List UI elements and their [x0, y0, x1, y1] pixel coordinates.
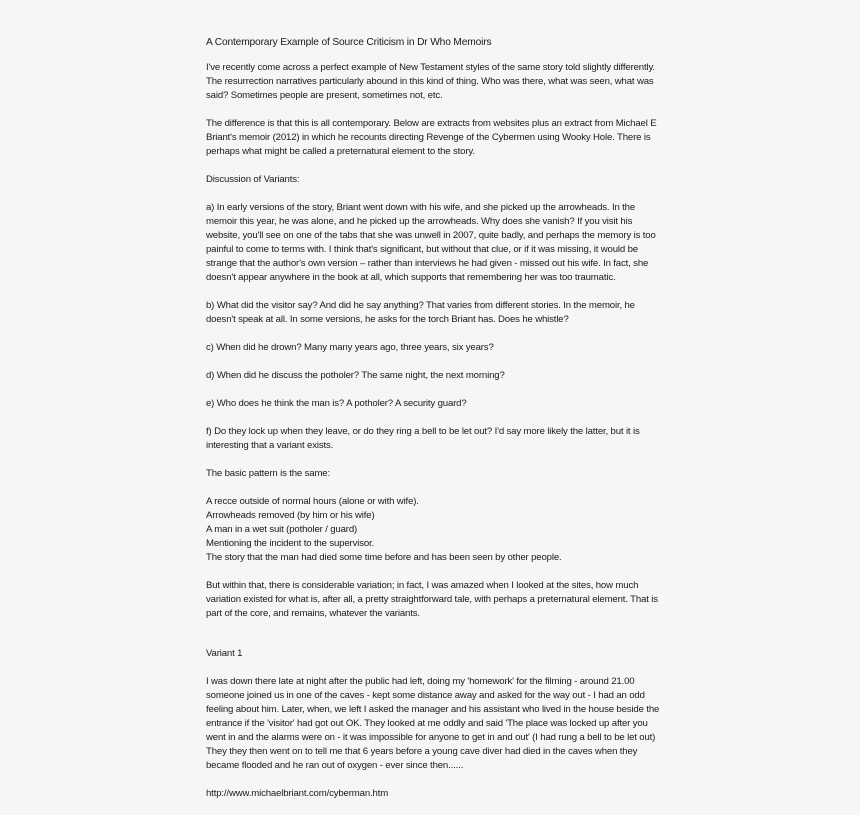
variation-paragraph: But within that, there is considerable variation; in fact, I was amazed when I looked at the sites, how much variation existed for what is, after all, a pretty straightforward tale, with perhaps a preternatural element. That is part of the core, and remains, whatever the variants. — [206, 580, 658, 619]
pattern-list — [206, 495, 666, 565]
intro-paragraph: The difference is that this is all contemporary. Below are extracts from websites plus an extract from Michael E Briant's memoir (2012) in which he recounts directing Revenge of the Cybermen using Wooky Hole. There is perhaps what might be called a preternatural element to the story. — [206, 118, 657, 157]
discussion-item-f: f) Do they lock up when they leave, or do they ring a bell to be let out? I'd say more likely the latter, but it is interesting that a variant exists. — [206, 426, 640, 451]
discussion-item-c: c) When did he drown? Many many years ago, three years, six years? — [206, 342, 494, 353]
pattern-item: A recce outside of normal hours (alone or with wife). — [206, 496, 419, 507]
variant-1-text: I was down there late at night after the public had left, doing my 'homework' for the filming - around 21.00 someone joined us in one of the caves - kept some distance away and asked for the way out - I had an odd feeling about him. Later, when, we left I asked the manager and his assistant who lived in the house beside the entrance if the 'visitor' had got out OK. They looked at me oddly and said 'The place was locked up after you went in and the alarms were on - it was impossible for anyone to get in and out' (I had rung a bell to be let out) They they then went on to tell me that 6 years before a young cave diver had died in the caves when they became flooded and he ran out of oxygen - ever since then...... — [206, 676, 660, 771]
discussion-item-b: b) What did the visitor say? And did he say anything? That varies from different stories. In the memoir, he doesn't speak at all. In some versions, he asks for the torch Briant has. Does he whistle? — [206, 300, 635, 325]
intro-paragraph: I've recently come across a perfect example of New Testament styles of the same story told slightly differently. The resurrection narratives particularly abound in this kind of thing. Who was there, what was seen, what was said? Sometimes people are present, sometimes not, etc. — [206, 62, 655, 101]
pattern-heading: The basic pattern is the same: — [206, 468, 331, 479]
pattern-item: Mentioning the incident to the supervisor. — [206, 538, 375, 549]
discussion-item-e: e) Who does he think the man is? A potholer? A security guard? — [206, 398, 467, 409]
discussion-item-a: a) In early versions of the story, Briant went down with his wife, and she picked up the arrowheads. In the memoir this year, he was alone, and he picked up the arrowheads. Why does she vanish? If you visit his website, you'll see on one of the tabs that she was unwell in 2007, quite badly, and perhaps the memory is too painful to come to terms with. I think that's significant, but without that clue, or if it was missing, it would be strange that the author's own version – rather than interviews he had given - missed out his wife. In fact, she doesn't appear anywhere in the book at all, which supports that remembering her was too traumatic. — [206, 202, 656, 283]
discussion-heading: Discussion of Variants: — [206, 174, 300, 185]
document-body — [206, 36, 666, 815]
pattern-item: The story that the man had died some time before and has been seen by other people. — [206, 552, 562, 563]
pattern-item: Arrowheads removed (by him or his wife) — [206, 510, 375, 521]
source-link[interactable]: http://www.michaelbriant.com/cyberman.htm — [206, 788, 389, 799]
discussion-item-d: d) When did he discuss the potholer? The same night, the next morning? — [206, 370, 505, 381]
variant-1-heading: Variant 1 — [206, 648, 243, 659]
pattern-item: A man in a wet suit (potholer / guard) — [206, 524, 358, 535]
page-title: A Contemporary Example of Source Criticism in Dr Who Memoirs — [206, 37, 492, 48]
